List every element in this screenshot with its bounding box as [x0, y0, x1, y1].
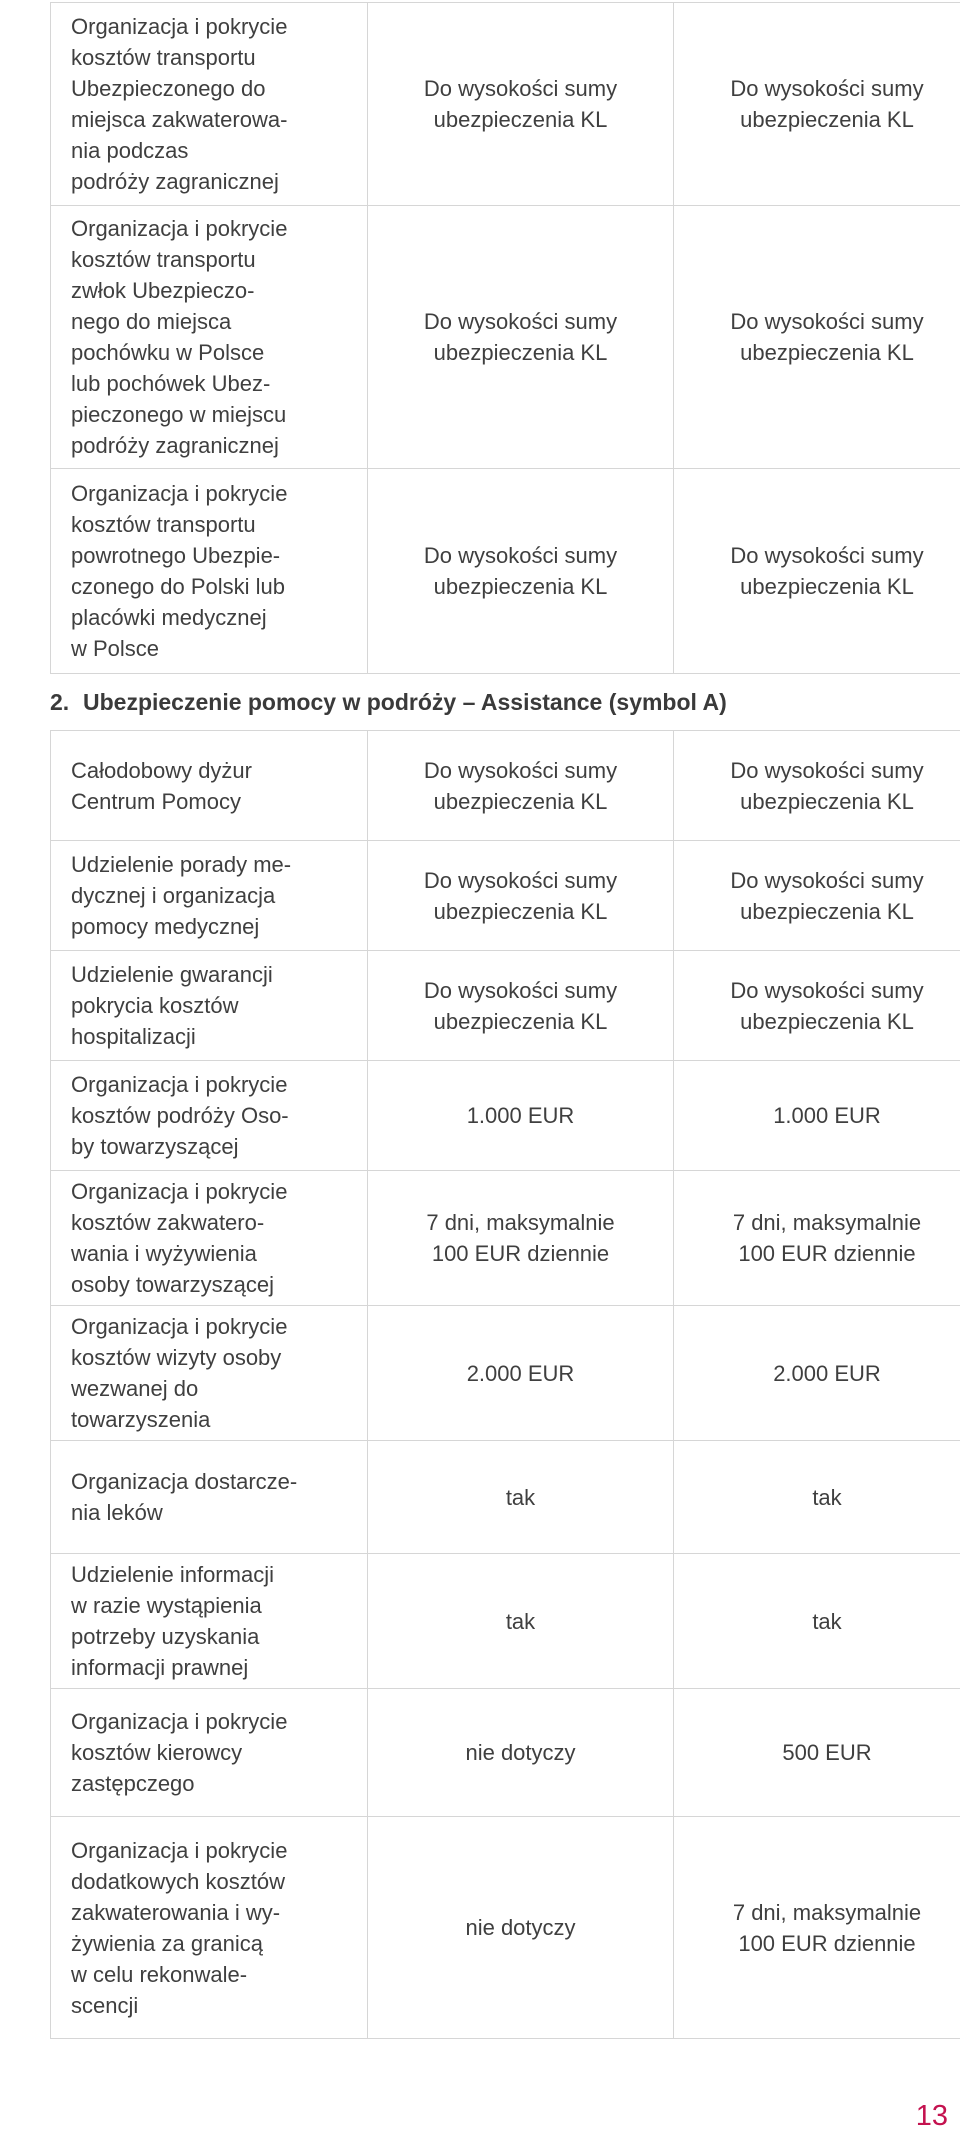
text-line: Do wysokości sumy — [423, 543, 618, 568]
text-line: nie dotyczy — [465, 1740, 576, 1765]
table-row — [51, 1817, 960, 2039]
text-line: żywienia za granicą — [71, 1930, 263, 1956]
variant-1-limit — [368, 1817, 674, 2039]
variant-2-limit — [674, 1061, 960, 1171]
text-line: wezwanej do — [71, 1376, 199, 1401]
text-line: Do wysokości sumy — [423, 977, 618, 1003]
text-line: Centrum Pomocy — [71, 788, 241, 814]
text-line: powrotnego Ubezpie- — [71, 543, 281, 568]
text-line: pomocy medycznej — [71, 914, 260, 939]
text-line: Do wysokości sumy — [423, 309, 618, 334]
table-row — [51, 469, 960, 674]
text-line: ubezpieczenia KL — [740, 574, 914, 599]
variant-2-limit — [674, 731, 960, 841]
text-line: ubezpieczenia KL — [433, 898, 608, 924]
table-row — [51, 951, 960, 1061]
text-line: Ubezpieczonego do — [71, 76, 266, 101]
text-line: 2.000 EUR — [773, 1360, 881, 1386]
text-line: pieczonego w miejscu — [71, 402, 287, 427]
text-line: tak — [505, 1608, 536, 1634]
text-line: Do wysokości sumy — [730, 757, 924, 783]
table-row — [51, 1554, 960, 1689]
text-line: nie dotyczy — [465, 1915, 576, 1940]
text-line: kosztów transportu — [71, 45, 256, 70]
text-line: 7 dni, maksymalnie — [732, 1899, 922, 1925]
text-line: czonego do Polski lub — [71, 574, 286, 599]
variant-1-limit — [368, 1306, 674, 1441]
variant-2-limit — [674, 1689, 960, 1817]
text-line: Organizacja i pokrycie — [71, 14, 288, 39]
text-line: podróży zagranicznej — [71, 433, 279, 458]
text-line: ubezpieczenia KL — [740, 340, 914, 365]
text-line: lub pochówek Ubez- — [71, 371, 271, 396]
table-row — [51, 1061, 960, 1171]
text-line: Do wysokości sumy — [730, 543, 924, 568]
coverage-table-transport — [50, 2, 960, 674]
row-description — [51, 1689, 368, 1817]
text-line: ubezpieczenia KL — [433, 574, 608, 599]
row-description — [51, 1171, 368, 1306]
text-line: 7 dni, maksymalnie — [426, 1210, 615, 1235]
row-description — [51, 1554, 368, 1689]
table-row — [51, 731, 960, 841]
text-line: 1.000 EUR — [466, 1103, 575, 1128]
coverage-table-assistance — [50, 730, 960, 2039]
section-number: 2. — [50, 688, 70, 715]
variant-2-limit — [674, 1306, 960, 1441]
text-line: Organizacja i pokrycie — [71, 481, 288, 506]
table-row — [51, 1306, 960, 1441]
text-line: kosztów transportu — [71, 512, 256, 537]
text-line: placówki medycznej — [71, 605, 267, 630]
text-line: 100 EUR dziennie — [738, 1930, 916, 1956]
row-description — [51, 469, 368, 674]
text-line: 2.000 EUR — [466, 1360, 575, 1386]
page-number: 13 — [915, 2100, 948, 2132]
variant-1-limit — [368, 1689, 674, 1817]
text-line: ubezpieczenia KL — [433, 340, 608, 365]
table-row — [51, 1171, 960, 1306]
text-line: by towarzyszącej — [71, 1134, 239, 1159]
text-line: miejsca zakwaterowa- — [71, 107, 288, 132]
text-line: w Polsce — [71, 636, 160, 661]
text-line: pokrycia kosztów — [71, 993, 239, 1018]
variant-1-limit — [368, 206, 674, 469]
text-line: kosztów podróży Oso- — [71, 1103, 289, 1128]
text-line: scencji — [71, 1992, 139, 2018]
variant-2-limit — [674, 951, 960, 1061]
variant-1-limit — [368, 1061, 674, 1171]
text-line: towarzyszenia — [71, 1407, 211, 1432]
table-row — [51, 1441, 960, 1554]
table-row — [51, 1689, 960, 1817]
text-line: Organizacja i pokrycie — [71, 1314, 288, 1339]
row-description — [51, 206, 368, 469]
text-line: Organizacja i pokrycie — [71, 1072, 288, 1097]
text-line: pochówku w Polsce — [71, 340, 265, 365]
text-line: hospitalizacji — [71, 1024, 196, 1049]
text-line: zakwaterowania i wy- — [71, 1899, 281, 1925]
text-line: ubezpieczenia KL — [433, 1008, 608, 1034]
text-line: Organizacja i pokrycie — [71, 1709, 288, 1734]
text-line: dycznej i organizacja — [71, 883, 276, 908]
text-line: kosztów wizyty osoby — [71, 1345, 282, 1370]
text-line: podróży zagranicznej — [71, 169, 279, 194]
variant-1-limit — [368, 1554, 674, 1689]
text-line: 7 dni, maksymalnie — [732, 1210, 922, 1235]
table-row — [51, 3, 960, 206]
text-line: Do wysokości sumy — [730, 977, 924, 1003]
text-line: Organizacja dostarcze- — [71, 1469, 298, 1494]
row-description — [51, 1817, 368, 2039]
text-line: Całodobowy dyżur — [71, 757, 252, 783]
text-line: nia podczas — [71, 138, 189, 163]
text-line: ubezpieczenia KL — [740, 1008, 914, 1034]
text-line: zastępczego — [71, 1771, 195, 1796]
text-line: osoby towarzyszącej — [71, 1272, 274, 1297]
text-line: tak — [505, 1484, 536, 1510]
text-line: nego do miejsca — [71, 309, 232, 334]
row-description — [51, 951, 368, 1061]
text-line: 100 EUR dziennie — [738, 1241, 916, 1266]
text-line: Do wysokości sumy — [730, 76, 924, 101]
text-line: kosztów transportu — [71, 247, 256, 272]
row-description — [51, 841, 368, 951]
variant-1-limit — [368, 469, 674, 674]
text-line: kosztów kierowcy — [71, 1740, 243, 1765]
text-line: ubezpieczenia KL — [433, 788, 608, 814]
variant-1-limit — [368, 841, 674, 951]
text-line: ubezpieczenia KL — [740, 107, 914, 132]
table-row — [51, 841, 960, 951]
variant-1-limit — [368, 3, 674, 206]
text-line: Organizacja i pokrycie — [71, 1837, 288, 1863]
text-line: w celu rekonwale- — [71, 1961, 248, 1987]
variant-1-limit — [368, 951, 674, 1061]
text-line: 1.000 EUR — [773, 1103, 881, 1128]
variant-2-limit — [674, 206, 960, 469]
text-line: 100 EUR dziennie — [431, 1241, 610, 1266]
section-title: Ubezpieczenie pomocy w podróży – Assistance (symbol A) — [83, 688, 727, 715]
variant-1-limit — [368, 731, 674, 841]
text-line: wania i wyżywienia — [71, 1241, 257, 1266]
row-description — [51, 3, 368, 206]
text-line: tak — [812, 1608, 842, 1634]
table-row — [51, 206, 960, 469]
text-line: dodatkowych kosztów — [71, 1868, 285, 1894]
text-line: ubezpieczenia KL — [740, 898, 914, 924]
text-line: Udzielenie informacji — [71, 1562, 274, 1587]
text-line: Do wysokości sumy — [423, 867, 618, 893]
variant-2-limit — [674, 1554, 960, 1689]
section-heading — [50, 679, 949, 725]
text-line: w razie wystąpienia — [71, 1593, 262, 1618]
text-line: Udzielenie gwarancji — [71, 962, 273, 987]
text-line: Do wysokości sumy — [423, 76, 618, 101]
variant-2-limit — [674, 469, 960, 674]
variant-2-limit — [674, 841, 960, 951]
variant-2-limit — [674, 1171, 960, 1306]
text-line: zwłok Ubezpieczo- — [71, 278, 255, 303]
row-description — [51, 1441, 368, 1554]
text-line: Do wysokości sumy — [730, 309, 924, 334]
row-description — [51, 1306, 368, 1441]
row-description — [51, 731, 368, 841]
text-line: nia leków — [71, 1500, 163, 1525]
text-line: Do wysokości sumy — [423, 757, 618, 783]
variant-2-limit — [674, 3, 960, 206]
row-description — [51, 1061, 368, 1171]
variant-2-limit — [674, 1817, 960, 2039]
text-line: ubezpieczenia KL — [740, 788, 914, 814]
text-line: Organizacja i pokrycie — [71, 1179, 288, 1204]
variant-1-limit — [368, 1171, 674, 1306]
variant-1-limit — [368, 1441, 674, 1554]
text-line: Organizacja i pokrycie — [71, 216, 288, 241]
variant-2-limit — [674, 1441, 960, 1554]
text-line: 500 EUR — [782, 1740, 872, 1765]
text-line: ubezpieczenia KL — [433, 107, 608, 132]
text-line: tak — [812, 1484, 842, 1510]
text-line: Do wysokości sumy — [730, 867, 924, 893]
text-line: informacji prawnej — [71, 1655, 249, 1680]
text-line: Udzielenie porady me- — [71, 852, 292, 877]
text-line: kosztów zakwatero- — [71, 1210, 265, 1235]
text-line: potrzeby uzyskania — [71, 1624, 260, 1649]
